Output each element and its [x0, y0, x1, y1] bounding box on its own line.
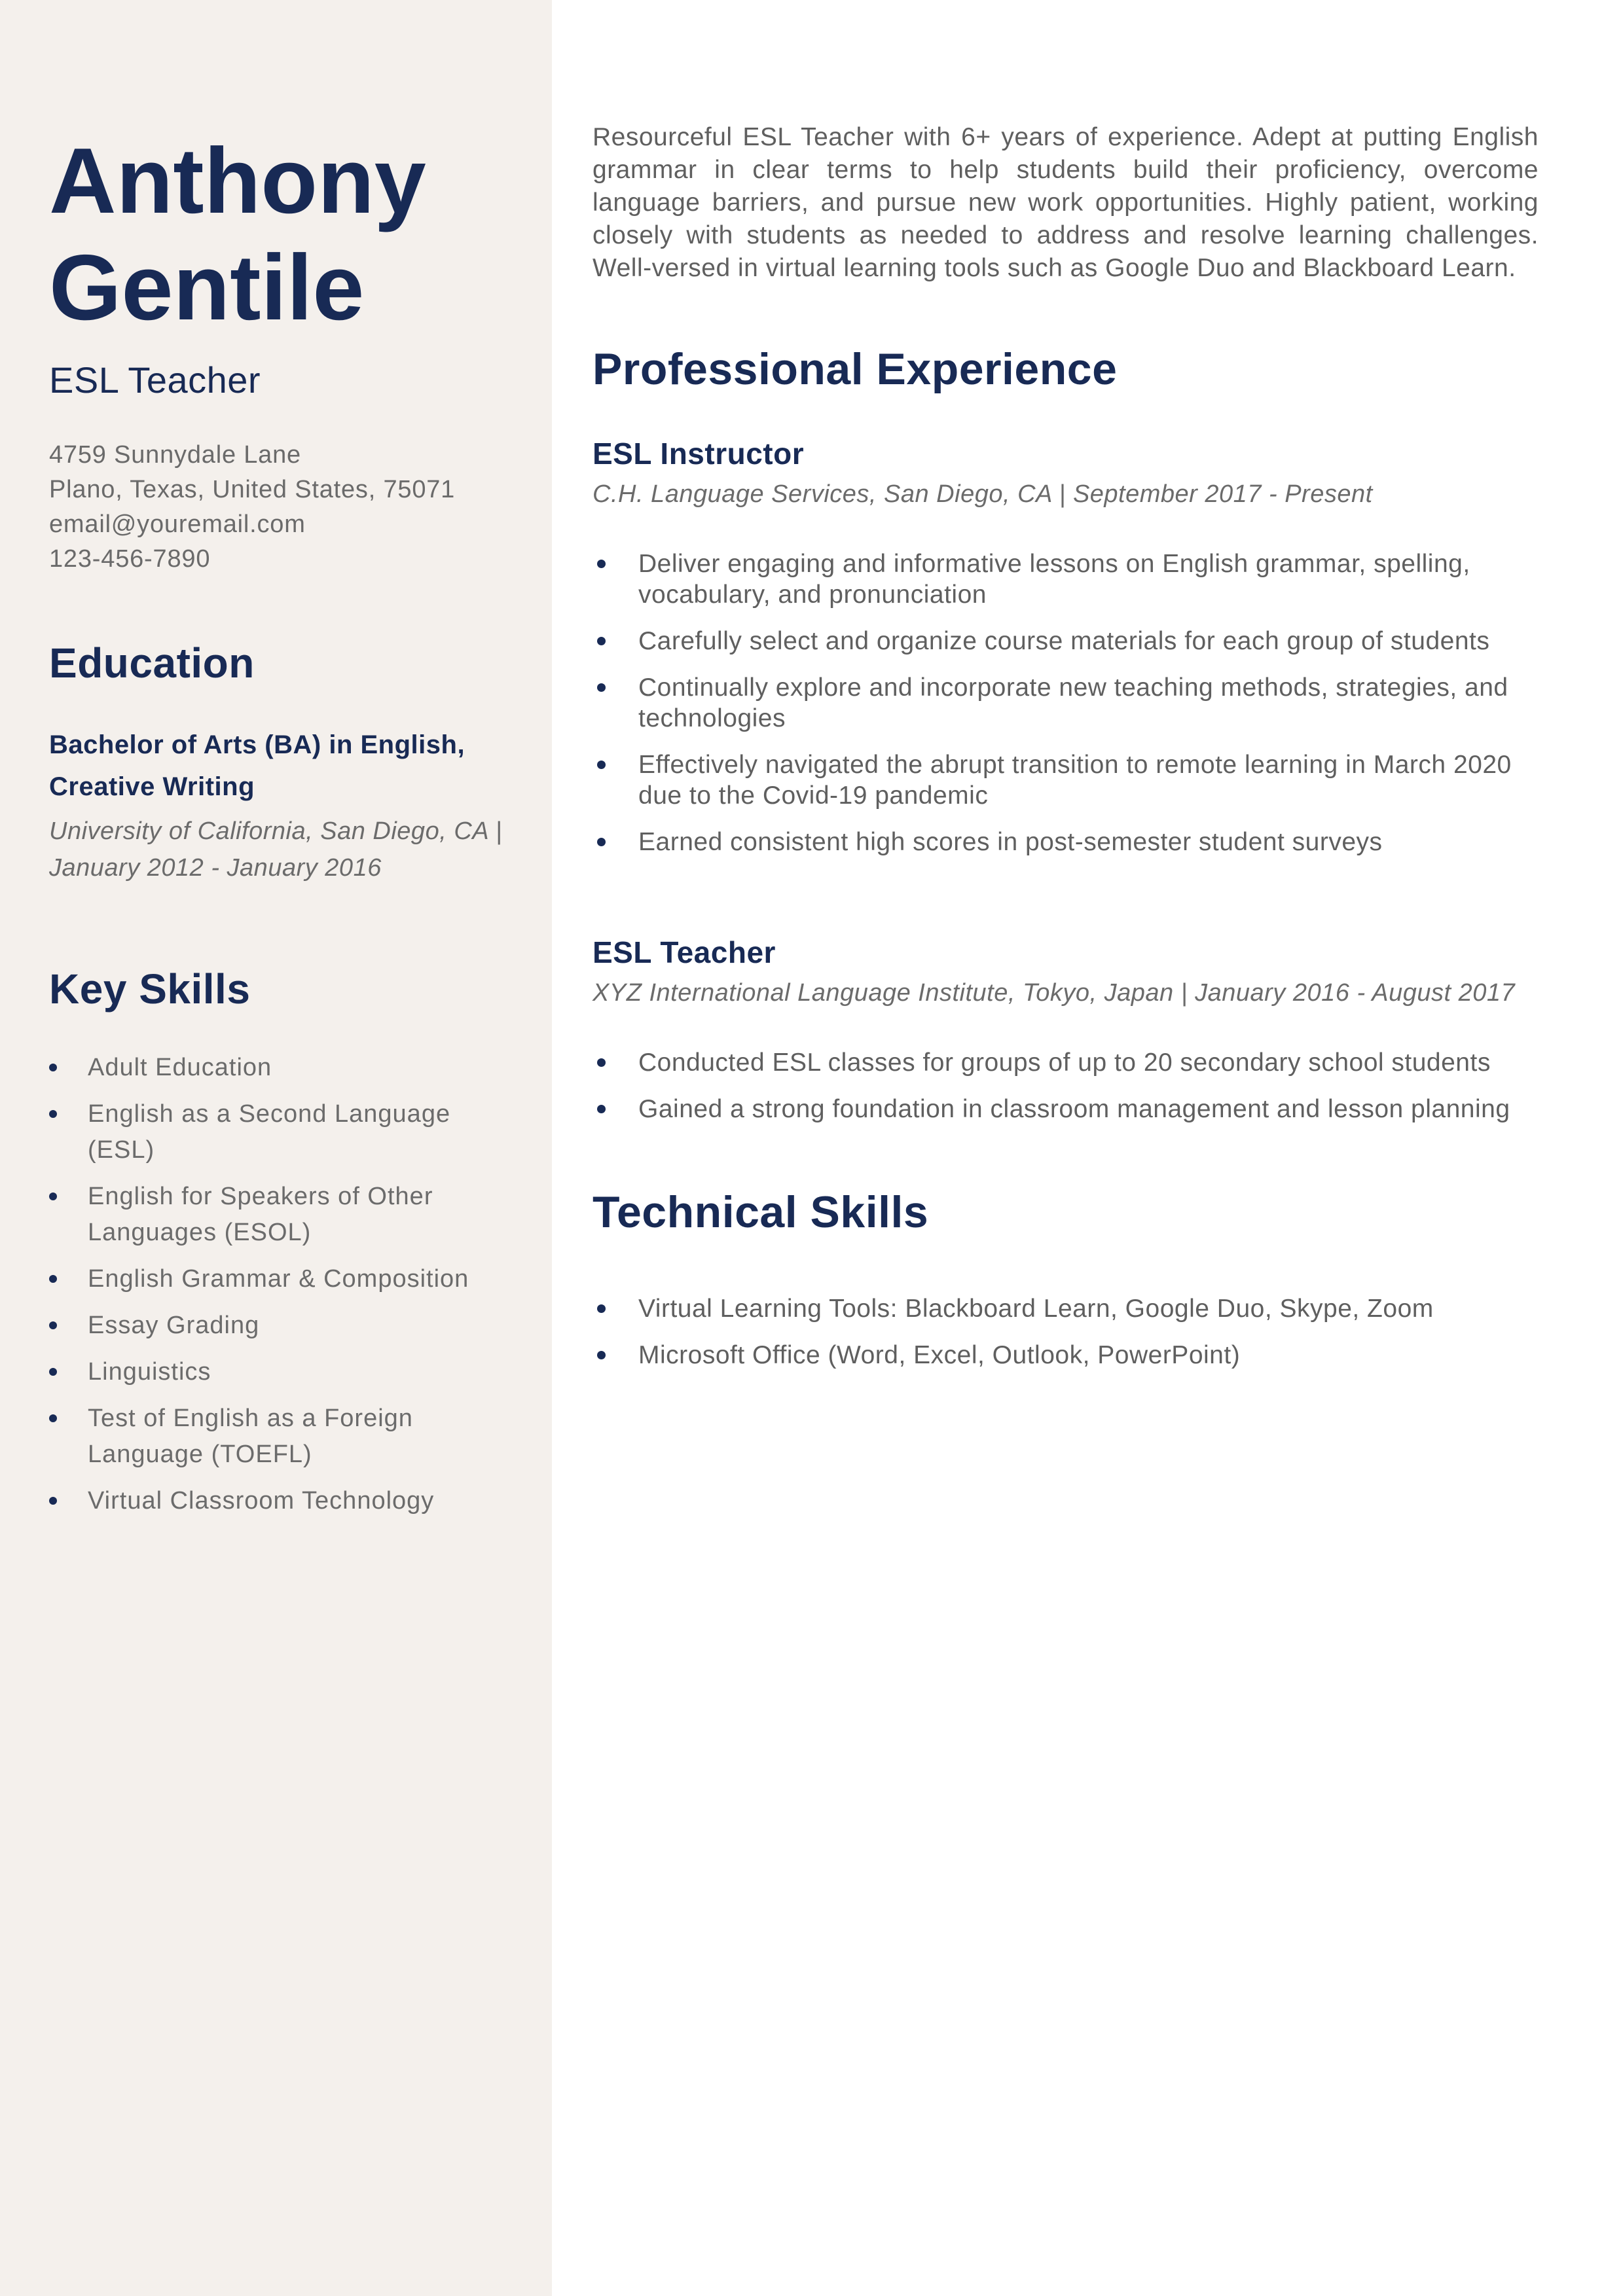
key-skill-label: Virtual Classroom Technology: [88, 1486, 435, 1515]
bullet-dot: [597, 1351, 606, 1359]
job-bullet: [597, 1094, 1539, 1124]
job-bullet-list: [593, 548, 1539, 857]
education-heading: Education: [49, 639, 255, 687]
job-bullet-text: Continually explore and incorporate new teaching methods, strategies, and technologies: [638, 673, 1508, 732]
key-skill-item: [49, 1483, 519, 1519]
bullet-dot: [597, 1304, 606, 1313]
bullet-dot: [597, 560, 606, 568]
bullet-dot: [49, 1497, 57, 1505]
bullet-dot: [49, 1368, 57, 1376]
bullet-dot: [597, 838, 606, 846]
key-skill-item: [49, 1401, 519, 1473]
education-degree: Bachelor of Arts (BA) in English, Creative Writing: [49, 730, 465, 801]
key-skill-label: English for Speakers of Other Languages (ESOL): [88, 1182, 433, 1246]
job-title: ESL Instructor: [593, 437, 805, 471]
job-bullet-text: Earned consistent high scores in post-semester student surveys: [638, 828, 1383, 856]
job-bullet: [597, 827, 1539, 857]
key-skill-item: [49, 1261, 519, 1297]
technical-skills-heading: Technical Skills: [593, 1187, 929, 1237]
professional-summary: Resourceful ESL Teacher with 6+ years of experience. Adept at putting English grammar in clear terms to help students build their proficiency, overcome language barriers, and pursue new work opportunities. Highly patient, working closely with students as needed to address and resolve learning challenges. Well-versed in virtual learning tools such as Google Duo and Blackboard Learn.: [593, 123, 1539, 282]
technical-skills-list: [593, 1293, 1539, 1371]
key-skill-label: English as a Second Language (ESL): [88, 1100, 451, 1164]
main-column: [552, 0, 1623, 2296]
phone-text: 123-456-7890: [49, 545, 211, 573]
experience-heading: Professional Experience: [593, 344, 1118, 394]
key-skill-label: Linguistics: [88, 1357, 211, 1386]
key-skill-item: [49, 1354, 519, 1390]
technical-skill-item: [597, 1340, 1539, 1371]
technical-skill-text: Virtual Learning Tools: Blackboard Learn, Google Duo, Skype, Zoom: [638, 1295, 1434, 1323]
job-bullet: [597, 548, 1539, 610]
job-bullet: [597, 672, 1539, 734]
contact-block: [49, 438, 519, 577]
sidebar: [0, 0, 552, 2296]
job-bullet-list: [593, 1047, 1539, 1124]
technical-skill-text: Microsoft Office (Word, Excel, Outlook, PowerPoint): [638, 1341, 1241, 1369]
bullet-dot: [597, 1058, 606, 1067]
bullet-dot: [49, 1064, 57, 1071]
job-meta: C.H. Language Services, San Diego, CA | September 2017 - Present: [593, 480, 1373, 508]
bullet-dot: [597, 1105, 606, 1113]
key-skill-label: Adult Education: [88, 1053, 272, 1081]
job-bullet-text: Deliver engaging and informative lessons on English grammar, spelling, vocabulary, and pronunciation: [638, 550, 1470, 609]
job-bullet-text: Conducted ESL classes for groups of up to 20 secondary school students: [638, 1049, 1491, 1077]
address-line-2: Plano, Texas, United States, 75071: [49, 475, 456, 503]
job-bullet: [597, 749, 1539, 811]
job-bullet: [597, 626, 1539, 656]
key-skill-label: Test of English as a Foreign Language (TOEFL): [88, 1404, 413, 1468]
key-skills-heading: Key Skills: [49, 965, 251, 1013]
bullet-dot: [49, 1110, 57, 1118]
job-entry: [593, 933, 1539, 1124]
technical-skill-item: [597, 1293, 1539, 1324]
key-skill-label: English Grammar & Composition: [88, 1265, 469, 1293]
person-name: Anthony Gentile: [49, 129, 426, 340]
email-text: email@youremail.com: [49, 510, 306, 538]
bullet-dot: [597, 761, 606, 769]
person-job-title: ESL Teacher: [49, 359, 261, 401]
job-title: ESL Teacher: [593, 935, 776, 969]
job-meta: XYZ International Language Institute, Tokyo, Japan | January 2016 - August 2017: [593, 979, 1516, 1007]
key-skill-label: Essay Grading: [88, 1311, 260, 1339]
bullet-dot: [49, 1414, 57, 1422]
job-bullet-text: Effectively navigated the abrupt transition to remote learning in March 2020 due to the Covid-19 pandemic: [638, 751, 1512, 810]
bullet-dot: [597, 637, 606, 645]
bullet-dot: [49, 1275, 57, 1283]
key-skills-list: [49, 1050, 519, 1519]
job-entry: [593, 434, 1539, 857]
address-line-1: 4759 Sunnydale Lane: [49, 440, 301, 469]
education-details: University of California, San Diego, CA | January 2012 - January 2016: [49, 817, 503, 882]
key-skill-item: [49, 1096, 519, 1168]
bullet-dot: [49, 1321, 57, 1329]
key-skill-item: [49, 1050, 519, 1086]
job-bullet-text: Gained a strong foundation in classroom management and lesson planning: [638, 1095, 1510, 1123]
bullet-dot: [597, 683, 606, 692]
job-bullet: [597, 1047, 1539, 1078]
key-skill-item: [49, 1308, 519, 1344]
key-skill-item: [49, 1179, 519, 1251]
job-bullet-text: Carefully select and organize course materials for each group of students: [638, 627, 1490, 655]
bullet-dot: [49, 1193, 57, 1200]
